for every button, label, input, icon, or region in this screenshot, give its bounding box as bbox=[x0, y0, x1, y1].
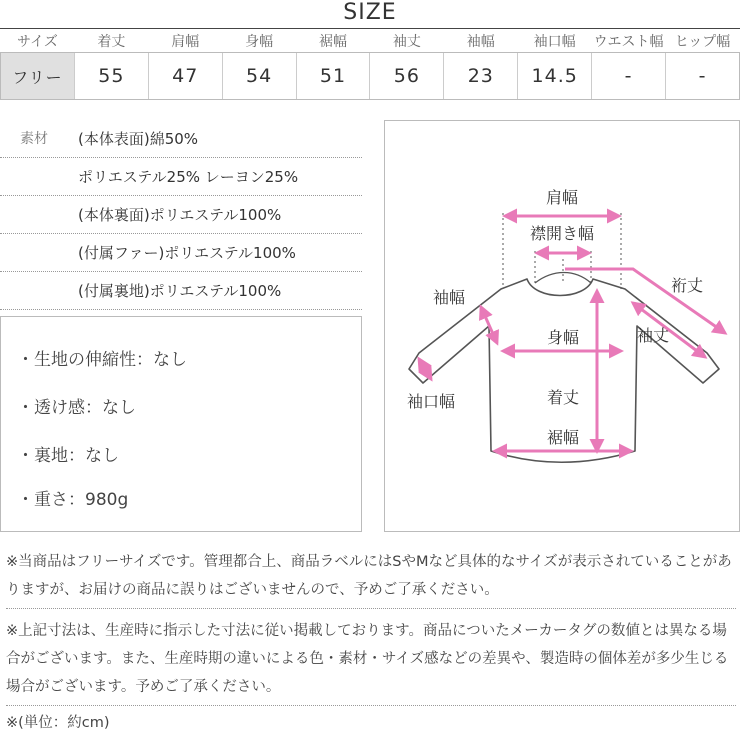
garment-diagram-svg bbox=[385, 121, 740, 533]
header-shoulder: 肩幅 bbox=[171, 34, 200, 50]
material-label: 素材 bbox=[20, 131, 48, 147]
property-weight: ・重さ：980g bbox=[17, 490, 129, 510]
material-row bbox=[0, 120, 362, 158]
header-hip: ヒップ幅 bbox=[674, 34, 731, 50]
cell-length: 55 bbox=[74, 53, 148, 100]
header-size: サイズ bbox=[17, 34, 58, 50]
header-sleeve-width: 袖幅 bbox=[466, 34, 495, 50]
cell-sleeve-length: 56 bbox=[370, 53, 444, 100]
header-hem: 裾幅 bbox=[319, 34, 347, 50]
label-sleeve-length: 袖丈 bbox=[636, 326, 670, 345]
cell-size: フリー bbox=[1, 53, 75, 100]
cell-sleeve-width: 23 bbox=[444, 53, 518, 100]
note-measurements: ※上記寸法は、生産時に指示した寸法に従い掲載しております。商品についたメーカータグの数値とは異なる場合がございます。また、生産時期の違いによる色・素材・サイズ感などの差異や、製造時の個体差が多少生じる場合がございます。予めご了承ください。 bbox=[6, 617, 736, 706]
label-neck: 襟開き幅 bbox=[529, 224, 595, 243]
header-waist: ウエスト幅 bbox=[593, 34, 664, 50]
property-stretch: ・生地の伸縮性：なし bbox=[17, 350, 187, 370]
page-title: SIZE bbox=[343, 0, 397, 25]
property-sheerness: ・透け感：なし bbox=[17, 398, 136, 418]
material-row bbox=[0, 234, 362, 272]
header-body-width: 身幅 bbox=[245, 34, 274, 50]
label-sleeve-width: 袖幅 bbox=[432, 288, 466, 307]
size-table-header-row bbox=[1, 30, 740, 53]
cell-cuff: 14.5 bbox=[518, 53, 592, 100]
cell-waist: - bbox=[592, 53, 666, 100]
label-yuki: 裄丈 bbox=[670, 276, 704, 295]
header-sleeve-length: 袖丈 bbox=[392, 34, 421, 50]
arrow-cuff bbox=[419, 359, 431, 379]
label-shoulder: 肩幅 bbox=[545, 188, 579, 207]
material-line: ポリエステル25% レーヨン25% bbox=[78, 168, 299, 186]
cell-hem: 51 bbox=[296, 53, 370, 100]
materials-list bbox=[0, 120, 362, 310]
label-body-width: 身幅 bbox=[546, 328, 580, 347]
header-cuff: 袖口幅 bbox=[533, 34, 576, 50]
header-length: 着丈 bbox=[97, 34, 126, 50]
label-cuff: 袖口幅 bbox=[406, 392, 456, 411]
label-hem: 裾幅 bbox=[546, 428, 580, 447]
note-free-size: ※当商品はフリーサイズです。管理都合上、商品ラベルにはSやMなど具体的なサイズが表示されていることがありますが、お届けの商品に誤りはございませんので、予めご了承ください。 bbox=[6, 548, 736, 609]
label-length: 着丈 bbox=[546, 388, 580, 407]
material-row bbox=[0, 158, 362, 196]
material-row bbox=[0, 196, 362, 234]
material-row bbox=[0, 272, 362, 310]
fabric-properties-box bbox=[0, 316, 362, 532]
cell-body-width: 54 bbox=[222, 53, 296, 100]
material-line: (付属ファー)ポリエステル100% bbox=[78, 244, 296, 262]
title-divider bbox=[0, 28, 740, 29]
notes-section bbox=[6, 548, 736, 714]
material-line: (本体裏面)ポリエステル100% bbox=[78, 206, 282, 224]
cell-hip: - bbox=[666, 53, 740, 100]
material-line: (付属裏地)ポリエステル100% bbox=[78, 282, 282, 300]
table-row bbox=[1, 53, 740, 100]
property-lining: ・裏地：なし bbox=[17, 446, 119, 466]
cell-shoulder: 47 bbox=[148, 53, 222, 100]
size-table bbox=[0, 30, 740, 100]
measurement-diagram bbox=[384, 120, 740, 532]
material-line: (本体表面)綿50% bbox=[78, 130, 199, 148]
unit-note: ※(単位：約cm) bbox=[6, 715, 110, 731]
